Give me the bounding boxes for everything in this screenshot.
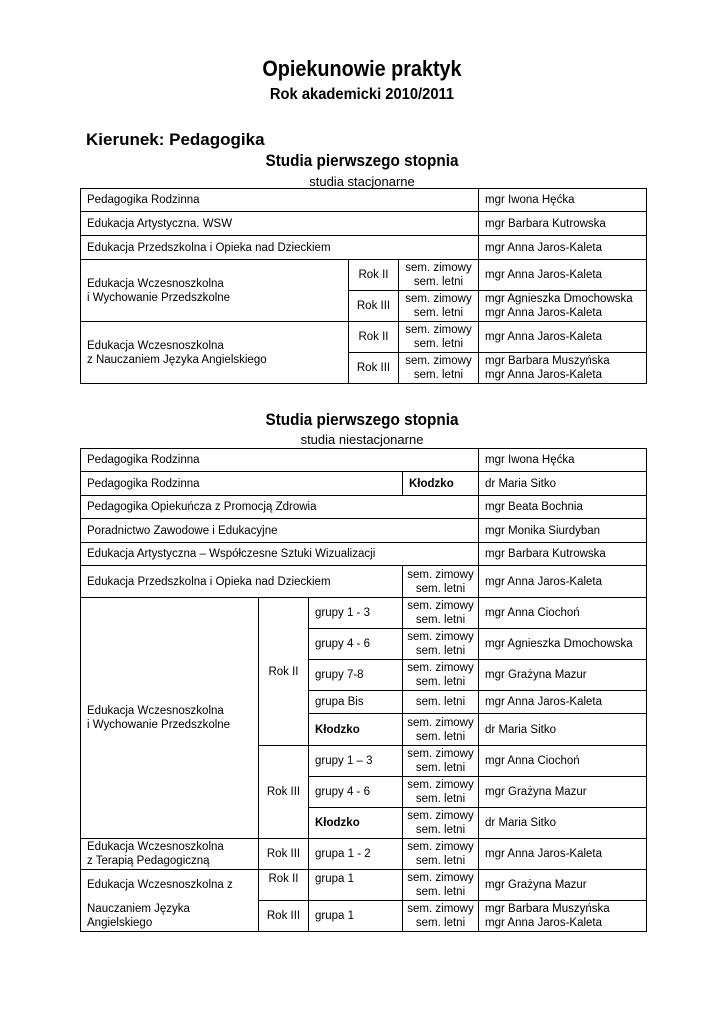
- group-cell: Kłodzko: [309, 808, 403, 839]
- spec-cell: [81, 322, 349, 384]
- rok-cell: Rok III: [259, 901, 309, 932]
- semester-line: sem. zimowy: [407, 748, 474, 760]
- group-cell: grupa 1 - 2: [309, 839, 403, 870]
- teacher-line: mgr Barbara Muszyńska: [485, 903, 610, 915]
- rok-cell: Rok III: [259, 746, 309, 839]
- spec-cell: Edukacja Przedszkolna i Opieka nad Dzieckiem: [81, 236, 479, 260]
- teacher-line: mgr Agnieszka Dmochowska: [485, 293, 633, 305]
- semester-line: sem. letni: [415, 730, 466, 743]
- place-cell: Kłodzko: [403, 472, 479, 496]
- semester-cell: [399, 322, 479, 353]
- section1-table: [80, 188, 647, 384]
- teacher-cell: mgr Anna Ciochoń: [479, 746, 647, 777]
- semester-line: sem. zimowy: [407, 600, 474, 612]
- teacher-cell: mgr Anna Jaros-Kaleta: [479, 839, 647, 870]
- section1-heading: Studia pierwszego stopnia: [265, 151, 459, 170]
- rok-cell: Rok III: [349, 353, 399, 384]
- page-subtitle: Rok akademicki 2010/2011: [269, 86, 455, 103]
- teacher-cell: mgr Anna Jaros-Kaleta: [479, 691, 647, 714]
- teacher-cell: dr Maria Sitko: [479, 472, 647, 496]
- rok-cell: Rok III: [259, 839, 309, 870]
- spec-cell: Poradnictwo Zawodowe i Edukacyjne: [81, 519, 479, 543]
- table-row: [81, 189, 647, 212]
- teacher-cell: mgr Grażyna Mazur: [479, 777, 647, 808]
- rok-cell: Rok II: [259, 870, 309, 901]
- teacher-line: mgr Anna Jaros-Kaleta: [485, 369, 602, 381]
- table-row: [81, 839, 647, 870]
- rok-cell: Rok III: [349, 291, 399, 322]
- semester-line: sem. letni: [415, 824, 466, 836]
- teacher-cell: dr Maria Sitko: [479, 808, 647, 839]
- teacher-cell: mgr Anna Jaros-Kaleta: [479, 322, 647, 353]
- group-cell: grupa 1: [309, 870, 403, 901]
- spec-cell: [81, 870, 259, 932]
- spec-line: Nauczaniem Języka Angielskiego: [87, 903, 190, 929]
- teacher-cell: [479, 901, 647, 932]
- semester-cell: [403, 901, 479, 932]
- spec-cell: Pedagogika Rodzinna: [81, 189, 479, 212]
- semester-line: sem. zimowy: [407, 841, 474, 853]
- page-title: Opiekunowie praktyk: [262, 56, 462, 81]
- spec-cell: Edukacja Artystyczna – Współczesne Sztuki Wizualizacji: [81, 543, 479, 566]
- semester-line: sem. letni: [415, 793, 466, 805]
- group-cell: grupy 4 - 6: [309, 629, 403, 660]
- semester-line: sem. zimowy: [407, 631, 474, 643]
- semester-cell: [403, 746, 479, 777]
- spec-line: i Wychowanie Przedszkolne: [87, 719, 231, 731]
- group-cell: Kłodzko: [309, 714, 403, 746]
- semester-line: sem. letni: [415, 886, 466, 898]
- table-row: [81, 870, 647, 901]
- semester-line: sem. zimowy: [407, 716, 474, 729]
- table-row: [81, 496, 647, 519]
- spec-line: Edukacja Wczesnoszkolna: [87, 339, 224, 352]
- semester-cell: sem. letni: [403, 691, 479, 714]
- teacher-cell: mgr Anna Jaros-Kaleta: [479, 236, 647, 260]
- semester-line: sem. letni: [415, 676, 466, 688]
- rok-cell: Rok II: [349, 322, 399, 353]
- semester-line: sem. zimowy: [407, 779, 474, 791]
- semester-line: sem. zimowy: [405, 262, 472, 274]
- semester-cell: [403, 660, 479, 691]
- semester-line: sem. letni: [415, 582, 466, 595]
- teacher-cell: mgr Anna Jaros-Kaleta: [479, 566, 647, 598]
- group-cell: grupy 4 - 6: [309, 777, 403, 808]
- spec-line: i Wychowanie Przedszkolne: [87, 291, 231, 304]
- kierunek-heading: Kierunek: Pedagogika: [86, 130, 265, 149]
- semester-line: sem. zimowy: [407, 872, 474, 884]
- semester-line: sem. zimowy: [407, 662, 474, 674]
- table-row: [81, 566, 647, 598]
- spec-line: Edukacja Wczesnoszkolna z: [87, 879, 233, 891]
- spec-cell: Edukacja Przedszkolna i Opieka nad Dzieckiem: [81, 566, 403, 598]
- table-row: [81, 449, 647, 472]
- semester-cell: [403, 566, 479, 598]
- teacher-cell: mgr Barbara Kutrowska: [479, 543, 647, 566]
- semester-cell: [403, 598, 479, 629]
- teacher-cell: mgr Anna Jaros-Kaleta: [479, 260, 647, 291]
- teacher-cell: mgr Monika Siurdyban: [479, 519, 647, 543]
- table-row: [81, 472, 647, 496]
- teacher-cell: mgr Iwona Hęćka: [479, 449, 647, 472]
- teacher-cell: mgr Barbara Kutrowska: [479, 212, 647, 236]
- semester-line: sem. letni: [415, 645, 466, 657]
- group-cell: grupa Bis: [309, 691, 403, 714]
- teacher-line: mgr Anna Jaros-Kaleta: [485, 917, 603, 929]
- teacher-cell: mgr Agnieszka Dmochowska: [479, 629, 647, 660]
- spec-cell: Pedagogika Rodzinna: [81, 449, 479, 472]
- spec-line: Edukacja Wczesnoszkolna: [87, 705, 224, 717]
- group-cell: grupy 7-8: [309, 660, 403, 691]
- semester-cell: [399, 353, 479, 384]
- semester-cell: [403, 777, 479, 808]
- table-row: [81, 212, 647, 236]
- teacher-line: mgr Anna Jaros-Kaleta: [485, 307, 602, 319]
- semester-cell: [403, 839, 479, 870]
- table-row: [81, 543, 647, 566]
- spec-line: Edukacja Wczesnoszkolna: [87, 277, 224, 290]
- teacher-cell: [479, 291, 647, 322]
- teacher-cell: mgr Anna Ciochoń: [479, 598, 647, 629]
- semester-cell: [399, 291, 479, 322]
- teacher-cell: mgr Beata Bochnia: [479, 496, 647, 519]
- teacher-cell: [479, 353, 647, 384]
- spec-cell: [81, 598, 259, 839]
- semester-line: sem. letni: [413, 338, 464, 350]
- rok-cell: Rok II: [259, 598, 309, 746]
- semester-line: sem. letni: [413, 276, 464, 288]
- semester-line: sem. letni: [415, 917, 466, 929]
- spec-cell: [81, 839, 259, 870]
- table-row: [81, 598, 647, 629]
- rok-cell: Rok II: [349, 260, 399, 291]
- semester-line: sem. letni: [415, 855, 466, 867]
- semester-line: sem. zimowy: [405, 293, 472, 305]
- section2-heading: Studia pierwszego stopnia: [265, 410, 459, 429]
- table-row: [81, 260, 647, 291]
- section2-mode: studia niestacjonarne: [300, 432, 424, 447]
- spec-line: Edukacja Wczesnoszkolna: [87, 841, 224, 853]
- semester-cell: [399, 260, 479, 291]
- semester-line: sem. zimowy: [407, 903, 474, 915]
- teacher-cell: mgr Iwona Hęćka: [479, 189, 647, 212]
- teacher-cell: dr Maria Sitko: [479, 714, 647, 746]
- group-cell: grupa 1: [309, 901, 403, 932]
- semester-cell: [403, 629, 479, 660]
- table-row: [81, 322, 647, 353]
- table-row: [81, 236, 647, 260]
- spec-cell: [81, 260, 349, 322]
- spec-line: z Nauczaniem Języka Angielskiego: [87, 353, 267, 366]
- group-cell: grupy 1 - 3: [309, 598, 403, 629]
- semester-line: sem. letni: [413, 307, 464, 319]
- teacher-cell: mgr Grażyna Mazur: [479, 660, 647, 691]
- semester-line: sem. zimowy: [405, 324, 472, 336]
- spec-cell: Pedagogika Opiekuńcza z Promocją Zdrowia: [81, 496, 479, 519]
- semester-line: sem. zimowy: [405, 355, 472, 367]
- semester-line: sem. zimowy: [407, 568, 474, 581]
- group-cell: grupy 1 – 3: [309, 746, 403, 777]
- section2-table: [80, 448, 647, 932]
- section1-mode: studia stacjonarne: [309, 174, 415, 189]
- semester-line: sem. letni: [413, 369, 464, 381]
- semester-cell: [403, 808, 479, 839]
- semester-line: sem. zimowy: [407, 810, 474, 822]
- spec-cell: Edukacja Artystyczna. WSW: [81, 212, 479, 236]
- table-row: [81, 519, 647, 543]
- spec-line: z Terapią Pedagogiczną: [87, 855, 210, 867]
- semester-line: sem. letni: [415, 614, 466, 626]
- semester-line: sem. letni: [415, 762, 466, 774]
- semester-cell: [403, 714, 479, 746]
- semester-cell: [403, 870, 479, 901]
- spec-cell: Pedagogika Rodzinna: [81, 472, 403, 496]
- teacher-cell: mgr Grażyna Mazur: [479, 870, 647, 901]
- teacher-line: mgr Barbara Muszyńska: [485, 355, 610, 367]
